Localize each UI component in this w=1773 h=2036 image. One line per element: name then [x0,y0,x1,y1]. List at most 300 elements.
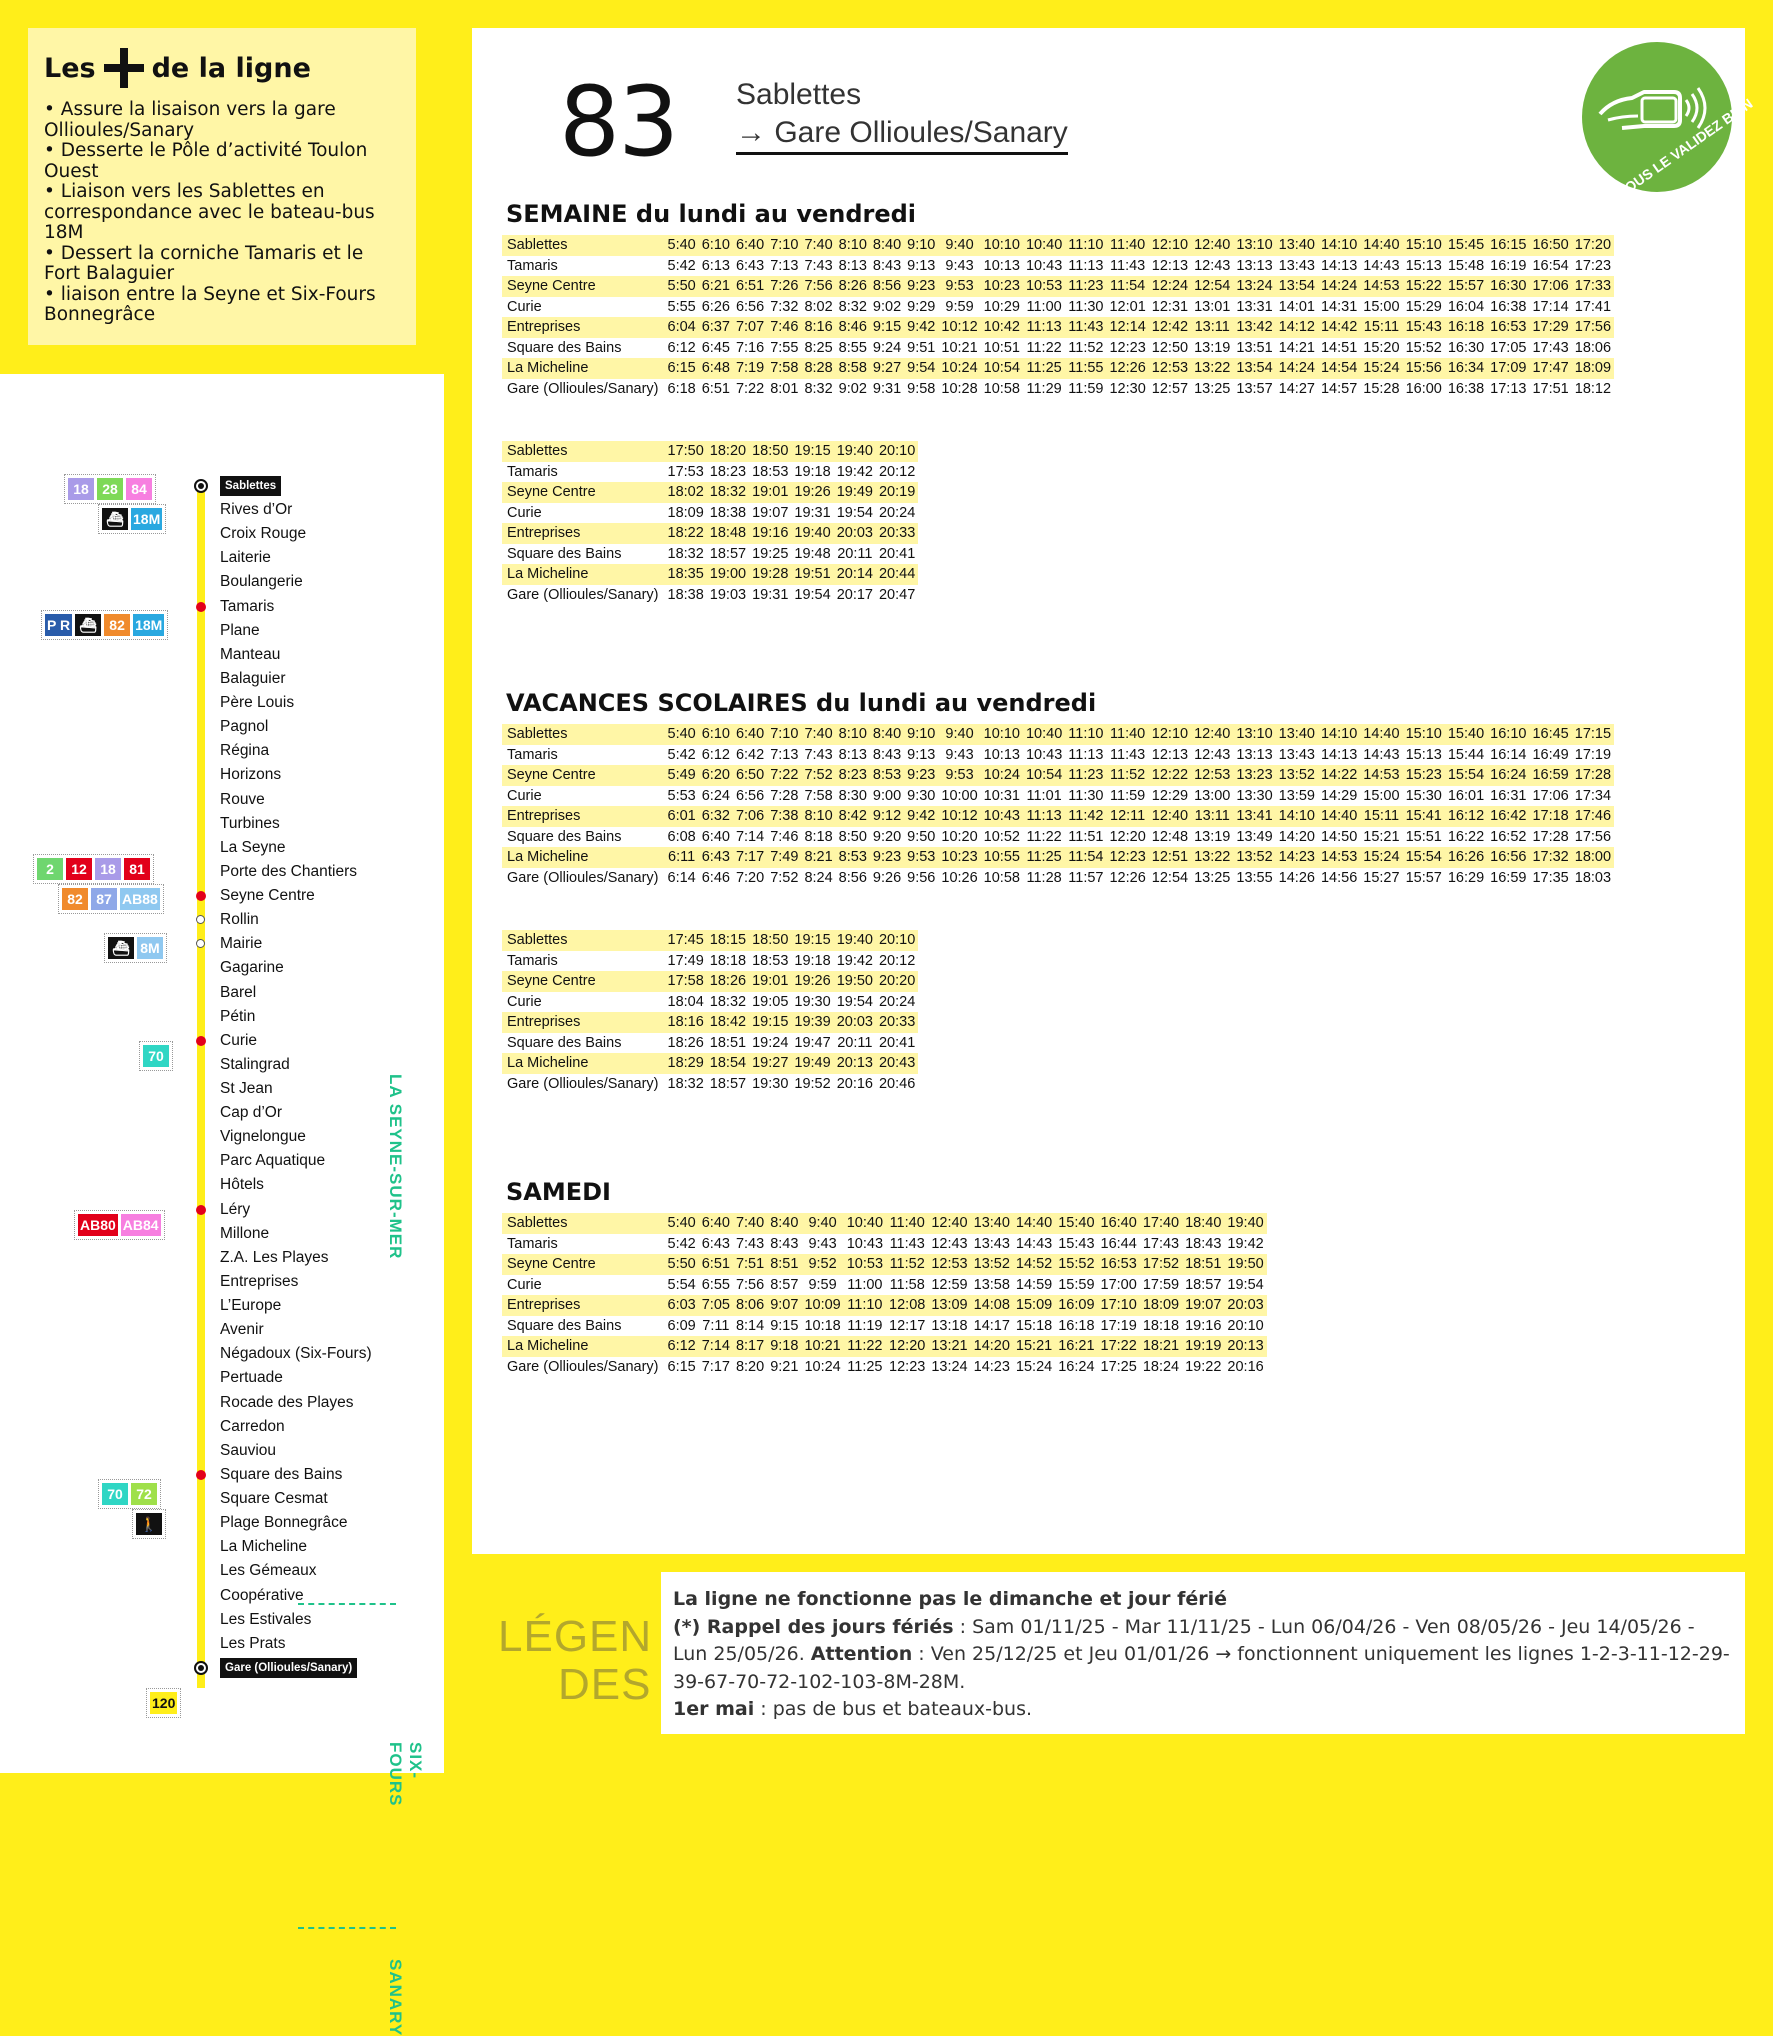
time-cell: 8:10 [801,806,835,827]
time-cell: 12:40 [1191,724,1233,745]
time-cell: 19:19 [1182,1336,1224,1357]
time-cell: 12:23 [886,1357,928,1378]
time-cell: 10:51 [981,338,1023,359]
legend-holidays [673,1614,1733,1697]
time-cell: 12:29 [1149,786,1191,807]
time-cell: 19:15 [791,441,833,462]
time-cell: 18:26 [707,971,749,992]
time-cell: 11:23 [1065,765,1106,786]
time-cell: 11:40 [1106,235,1148,256]
table-row [502,868,1614,889]
table-row [502,585,918,606]
time-cell: 14:23 [1276,847,1318,868]
time-cell: 5:40 [665,235,699,256]
time-cell: 17:33 [1572,276,1614,297]
line-number: 83 [559,66,678,178]
time-cell: 13:40 [971,1213,1013,1234]
time-cell: 17:25 [1098,1357,1140,1378]
stop-cell: Curie [502,503,665,524]
stop-name: Croix Rouge [220,525,307,543]
time-cell: 10:52 [981,827,1023,848]
time-cell: 6:37 [699,317,733,338]
time-cell: 19:54 [791,585,833,606]
time-cell: 10:24 [801,1357,843,1378]
time-cell: 9:56 [904,868,938,889]
time-cell: 15:57 [1445,276,1487,297]
time-cell: 15:11 [1360,806,1402,827]
time-cell: 9:24 [870,338,904,359]
zone-label-six-fours: SIX-FOURS [386,1742,425,1807]
legend-no-service: La ligne ne fonctionne pas le dimanche et jour férié [673,1588,1228,1610]
time-cell: 14:20 [1276,827,1318,848]
stop-name: La Seyne [220,838,286,856]
time-cell: 16:45 [1529,724,1571,745]
line-map [0,374,444,2036]
time-cell: 7:28 [767,786,801,807]
time-cell: 14:42 [1318,317,1360,338]
stop-cell: Curie [502,297,665,318]
time-cell: 7:07 [733,317,767,338]
time-cell: 6:50 [733,765,767,786]
time-cell: 14:52 [1013,1254,1055,1275]
time-cell: 14:12 [1276,317,1318,338]
time-cell: 20:47 [876,585,918,606]
time-cell: 14:13 [1318,256,1360,277]
time-cell: 15:10 [1403,235,1445,256]
time-cell: 13:11 [1191,317,1233,338]
time-cell: 16:31 [1487,786,1529,807]
time-cell: 6:04 [665,317,699,338]
time-cell: 9:53 [904,847,938,868]
time-cell: 19:52 [791,1074,833,1095]
time-cell: 20:12 [876,462,918,483]
section-title-samedi: SAMEDI [506,1178,611,1206]
time-cell: 18:26 [665,1033,707,1054]
time-cell: 19:15 [749,1012,791,1033]
time-cell: 9:27 [870,358,904,379]
stop-name: Manteau [220,645,281,663]
direction-destination: → Gare Ollioules/Sanary [736,116,1068,155]
stop-name: Z.A. Les Playes [220,1248,329,1266]
table-row [502,544,918,565]
time-cell: 12:40 [1191,235,1233,256]
time-cell: 10:09 [801,1295,843,1316]
time-cell: 16:40 [1098,1213,1140,1234]
table-row [502,503,918,524]
zone-separator [298,1603,396,1605]
time-cell: 13:19 [1191,338,1233,359]
time-cell: 13:40 [1276,235,1318,256]
stop-name: Square Cesmat [220,1490,328,1508]
time-cell: 11:10 [844,1295,886,1316]
time-cell: 15:24 [1360,847,1402,868]
time-cell: 15:40 [1445,724,1487,745]
table-row [502,523,918,544]
time-cell: 11:10 [1065,235,1106,256]
time-cell: 9:43 [938,256,980,277]
time-cell: 14:50 [1318,827,1360,848]
stop-marker [196,1205,206,1215]
time-cell: 19:01 [749,971,791,992]
time-cell: 20:10 [1224,1316,1266,1337]
validate-text: VOUS LE VALIDEZ BIEN [1614,95,1756,201]
time-cell: 20:03 [834,523,876,544]
time-cell: 6:15 [665,358,699,379]
time-cell: 16:14 [1487,745,1529,766]
table-row [502,765,1614,786]
time-cell: 9:29 [904,297,938,318]
time-cell: 8:42 [836,806,870,827]
time-cell: 14:10 [1318,235,1360,256]
time-cell: 18:09 [1572,358,1614,379]
time-cell: 19:28 [749,564,791,585]
legend-box [661,1572,1745,1734]
table-row [502,1316,1267,1337]
time-cell: 17:34 [1572,786,1614,807]
time-cell: 11:23 [1065,276,1106,297]
stop-cell: Gare (Ollioules/Sanary) [502,585,665,606]
time-cell: 12:30 [1106,379,1148,400]
time-cell: 13:31 [1233,297,1275,318]
time-cell: 14:10 [1276,806,1318,827]
stop-cell: Seyne Centre [502,1254,665,1275]
time-cell: 18:06 [1572,338,1614,359]
time-cell: 11:13 [1023,806,1065,827]
time-cell: 15:28 [1360,379,1402,400]
time-cell: 18:32 [707,992,749,1013]
time-cell: 15:00 [1360,786,1402,807]
time-cell: 19:18 [791,462,833,483]
time-cell: 6:56 [733,297,767,318]
time-cell: 18:32 [707,482,749,503]
time-cell: 12:23 [1106,847,1148,868]
time-cell: 18:18 [707,951,749,972]
time-cell: 12:20 [1106,827,1148,848]
time-cell: 5:40 [665,1213,699,1234]
time-cell: 19:49 [791,1053,833,1074]
time-cell: 14:54 [1318,358,1360,379]
connection-badge: 2 [37,858,63,880]
time-cell: 20:33 [876,1012,918,1033]
table-row [502,992,918,1013]
time-cell: 17:28 [1572,765,1614,786]
time-cell: 19:31 [791,503,833,524]
time-cell: 19:03 [707,585,749,606]
time-cell: 15:00 [1360,297,1402,318]
time-cell: 9:00 [870,786,904,807]
time-cell: 11:40 [1106,724,1148,745]
time-cell: 20:16 [1224,1357,1266,1378]
stop-marker [194,1661,208,1675]
time-cell: 17:47 [1529,358,1571,379]
time-cell: 14:53 [1318,847,1360,868]
holidays-label: (*) Rappel des jours fériés [673,1615,954,1638]
time-cell: 19:54 [834,992,876,1013]
time-cell: 10:31 [981,786,1023,807]
stop-name: Plage Bonnegrâce [220,1514,348,1532]
table-row [502,745,1614,766]
time-cell: 18:53 [749,462,791,483]
time-cell: 6:10 [699,724,733,745]
time-cell: 7:49 [767,847,801,868]
time-cell: 6:21 [699,276,733,297]
time-cell: 11:22 [844,1336,886,1357]
time-cell: 17:23 [1572,256,1614,277]
time-cell: 18:50 [749,441,791,462]
time-cell: 18:18 [1140,1316,1182,1337]
stop-cell: Sablettes [502,1213,665,1234]
time-cell: 17:59 [1140,1275,1182,1296]
stop-name: Seyne Centre [220,887,315,905]
stop-name: Léry [220,1200,251,1218]
time-cell: 14:53 [1360,276,1402,297]
time-cell: 9:42 [904,806,938,827]
time-cell: 19:54 [1224,1275,1266,1296]
time-cell: 6:18 [665,379,699,400]
time-cell: 6:43 [733,256,767,277]
time-cell: 10:43 [981,806,1023,827]
time-cell: 16:59 [1529,765,1571,786]
time-cell: 12:43 [1191,256,1233,277]
time-cell: 9:23 [904,276,938,297]
time-cell: 20:44 [876,564,918,585]
time-cell: 10:43 [1023,745,1065,766]
time-cell: 14:57 [1318,379,1360,400]
time-cell: 14:43 [1360,745,1402,766]
time-cell: 6:13 [699,256,733,277]
time-cell: 12:40 [1149,806,1191,827]
stop-name: Barel [220,983,257,1001]
stop-name: Gare (Ollioules/Sanary) [220,1658,357,1678]
table-row [502,827,1614,848]
time-cell: 19:07 [749,503,791,524]
time-cell: 18:15 [707,930,749,951]
time-cell: 14:29 [1318,786,1360,807]
attention-label: Attention [810,1643,913,1665]
time-cell: 18:43 [1182,1234,1224,1255]
stop-name: Gagarine [220,959,284,977]
time-cell: 6:51 [699,1254,733,1275]
time-cell: 6:43 [699,847,733,868]
stop-name: Vignelongue [220,1128,306,1146]
time-cell: 12:01 [1106,297,1148,318]
connection-badge: 82 [104,614,130,636]
time-cell: 11:00 [844,1275,886,1296]
time-cell: 6:32 [699,806,733,827]
time-cell: 12:17 [886,1316,928,1337]
time-cell: 12:31 [1149,297,1191,318]
time-cell: 19:27 [749,1053,791,1074]
stop-name: La Micheline [220,1538,308,1556]
stop-name: Hôtels [220,1176,264,1194]
time-cell: 18:57 [707,1074,749,1095]
stop-name: Parc Aquatique [220,1152,326,1170]
time-cell: 16:22 [1445,827,1487,848]
stop-name: Laiterie [220,549,271,567]
time-cell: 18:32 [665,1074,707,1095]
time-cell: 17:43 [1529,338,1571,359]
time-cell: 20:24 [876,503,918,524]
time-cell: 13:43 [971,1234,1013,1255]
time-cell: 16:30 [1445,338,1487,359]
time-cell: 12:43 [1191,745,1233,766]
time-cell: 13:55 [1233,868,1275,889]
time-cell: 16:38 [1445,379,1487,400]
timetable-panel [472,28,1756,1554]
time-cell: 16:29 [1445,868,1487,889]
time-cell: 11:19 [844,1316,886,1337]
time-cell: 16:38 [1487,297,1529,318]
time-cell: 19:30 [791,992,833,1013]
time-cell: 20:46 [876,1074,918,1095]
table-row [502,462,918,483]
time-cell: 6:20 [699,765,733,786]
time-cell: 12:10 [1149,724,1191,745]
table-row [502,724,1614,745]
time-cell: 5:54 [665,1275,699,1296]
time-cell: 8:02 [801,297,835,318]
time-cell: 17:29 [1529,317,1571,338]
stop-name: Pagnol [220,718,269,736]
time-cell: 6:43 [699,1234,733,1255]
connection-badge: 70 [102,1483,128,1505]
connection-badge: 🚶 [136,1513,162,1535]
table-row [502,256,1614,277]
stop-name: Rollin [220,911,259,929]
stop-name: Père Louis [220,694,295,712]
time-cell: 11:42 [1065,806,1106,827]
time-cell: 16:00 [1403,379,1445,400]
time-cell: 7:46 [767,317,801,338]
time-cell: 8:10 [836,235,870,256]
table-row [502,1254,1267,1275]
zone-label-la-seyne: LA SEYNE-SUR-MER [386,1074,405,1260]
time-cell: 6:51 [733,276,767,297]
table-row [502,1234,1267,1255]
time-cell: 8:13 [836,256,870,277]
time-cell: 13:30 [1233,786,1275,807]
line-route [197,486,205,1688]
time-cell: 11:40 [886,1213,928,1234]
section-title-vacances: VACANCES SCOLAIRES du lundi au vendredi [506,689,1097,717]
time-cell: 11:54 [1065,847,1106,868]
time-cell: 18:09 [665,503,707,524]
time-cell: 6:40 [699,1213,733,1234]
table-row [502,1213,1267,1234]
time-cell: 14:24 [1276,358,1318,379]
time-cell: 5:42 [665,256,699,277]
time-cell: 16:04 [1445,297,1487,318]
time-cell: 12:14 [1106,317,1148,338]
correspondence-sablettes [64,474,156,504]
time-cell: 11:22 [1023,827,1065,848]
time-cell: 7:22 [767,765,801,786]
time-cell: 12:20 [886,1336,928,1357]
time-cell: 15:30 [1403,786,1445,807]
time-cell: 7:32 [767,297,801,318]
time-cell: 7:10 [767,724,801,745]
time-cell: 17:06 [1529,786,1571,807]
time-cell: 13:24 [1233,276,1275,297]
stop-name: Pétin [220,1007,256,1025]
stop-cell: Gare (Ollioules/Sanary) [502,1074,665,1095]
time-cell: 20:13 [1224,1336,1266,1357]
time-cell: 15:23 [1403,765,1445,786]
time-cell: 16:34 [1445,358,1487,379]
stop-cell: Sablettes [502,930,665,951]
time-cell: 7:20 [733,868,767,889]
time-cell: 20:19 [876,482,918,503]
time-cell: 10:23 [938,847,980,868]
may-first-text: : pas de bus et bateaux-bus. [754,1698,1033,1720]
line-highlights-box [28,28,416,345]
time-cell: 9:07 [767,1295,801,1316]
stop-name: Négadoux (Six-Fours) [220,1345,372,1363]
time-cell: 15:40 [1055,1213,1097,1234]
time-cell: 10:29 [981,297,1023,318]
time-cell: 9:13 [904,745,938,766]
time-cell: 10:42 [981,317,1023,338]
connection-badge: 28 [97,478,123,500]
time-cell: 18:38 [665,585,707,606]
time-cell: 15:44 [1445,745,1487,766]
time-cell: 8:40 [870,724,904,745]
table-row [502,564,918,585]
time-cell: 18:57 [1182,1275,1224,1296]
time-cell: 9:50 [904,827,938,848]
time-cell: 11:13 [1065,256,1106,277]
stop-marker [196,891,206,901]
time-cell: 10:18 [801,1316,843,1337]
stop-name: St Jean [220,1080,273,1097]
connection-badge: ⛴ [102,508,128,530]
time-cell: 17:18 [1529,806,1571,827]
time-cell: 15:43 [1403,317,1445,338]
stop-cell: Entreprises [502,523,665,544]
time-cell: 8:32 [801,379,835,400]
stop-cell: Entreprises [502,1295,665,1316]
highlight-item: • Assure la lisaison vers la gare Ollioules/Sanary [44,99,336,141]
highlights-title-pre: Les [44,52,96,84]
time-cell: 13:25 [1191,379,1233,400]
time-cell: 7:52 [801,765,835,786]
time-cell: 10:53 [844,1254,886,1275]
table-row [502,1053,918,1074]
time-cell: 18:24 [1140,1357,1182,1378]
time-cell: 18:02 [665,482,707,503]
stop-marker [196,1470,206,1480]
time-cell: 14:40 [1318,806,1360,827]
stop-marker [196,602,206,612]
time-cell: 16:54 [1529,256,1571,277]
correspondence-la-seyne [33,854,154,884]
time-cell: 7:56 [733,1275,767,1296]
time-cell: 15:54 [1445,765,1487,786]
time-cell: 9:30 [904,786,938,807]
time-cell: 7:58 [767,358,801,379]
correspondence-sablettes-ferry [98,504,166,534]
time-cell: 9:59 [938,297,980,318]
time-cell: 16:59 [1487,868,1529,889]
time-cell: 18:29 [665,1053,707,1074]
time-cell: 6:12 [665,1336,699,1357]
time-cell: 11:25 [844,1357,886,1378]
stop-cell: Curie [502,786,665,807]
stop-cell: La Micheline [502,847,665,868]
time-cell: 9:02 [870,297,904,318]
time-cell: 5:42 [665,1234,699,1255]
time-cell: 19:54 [834,503,876,524]
